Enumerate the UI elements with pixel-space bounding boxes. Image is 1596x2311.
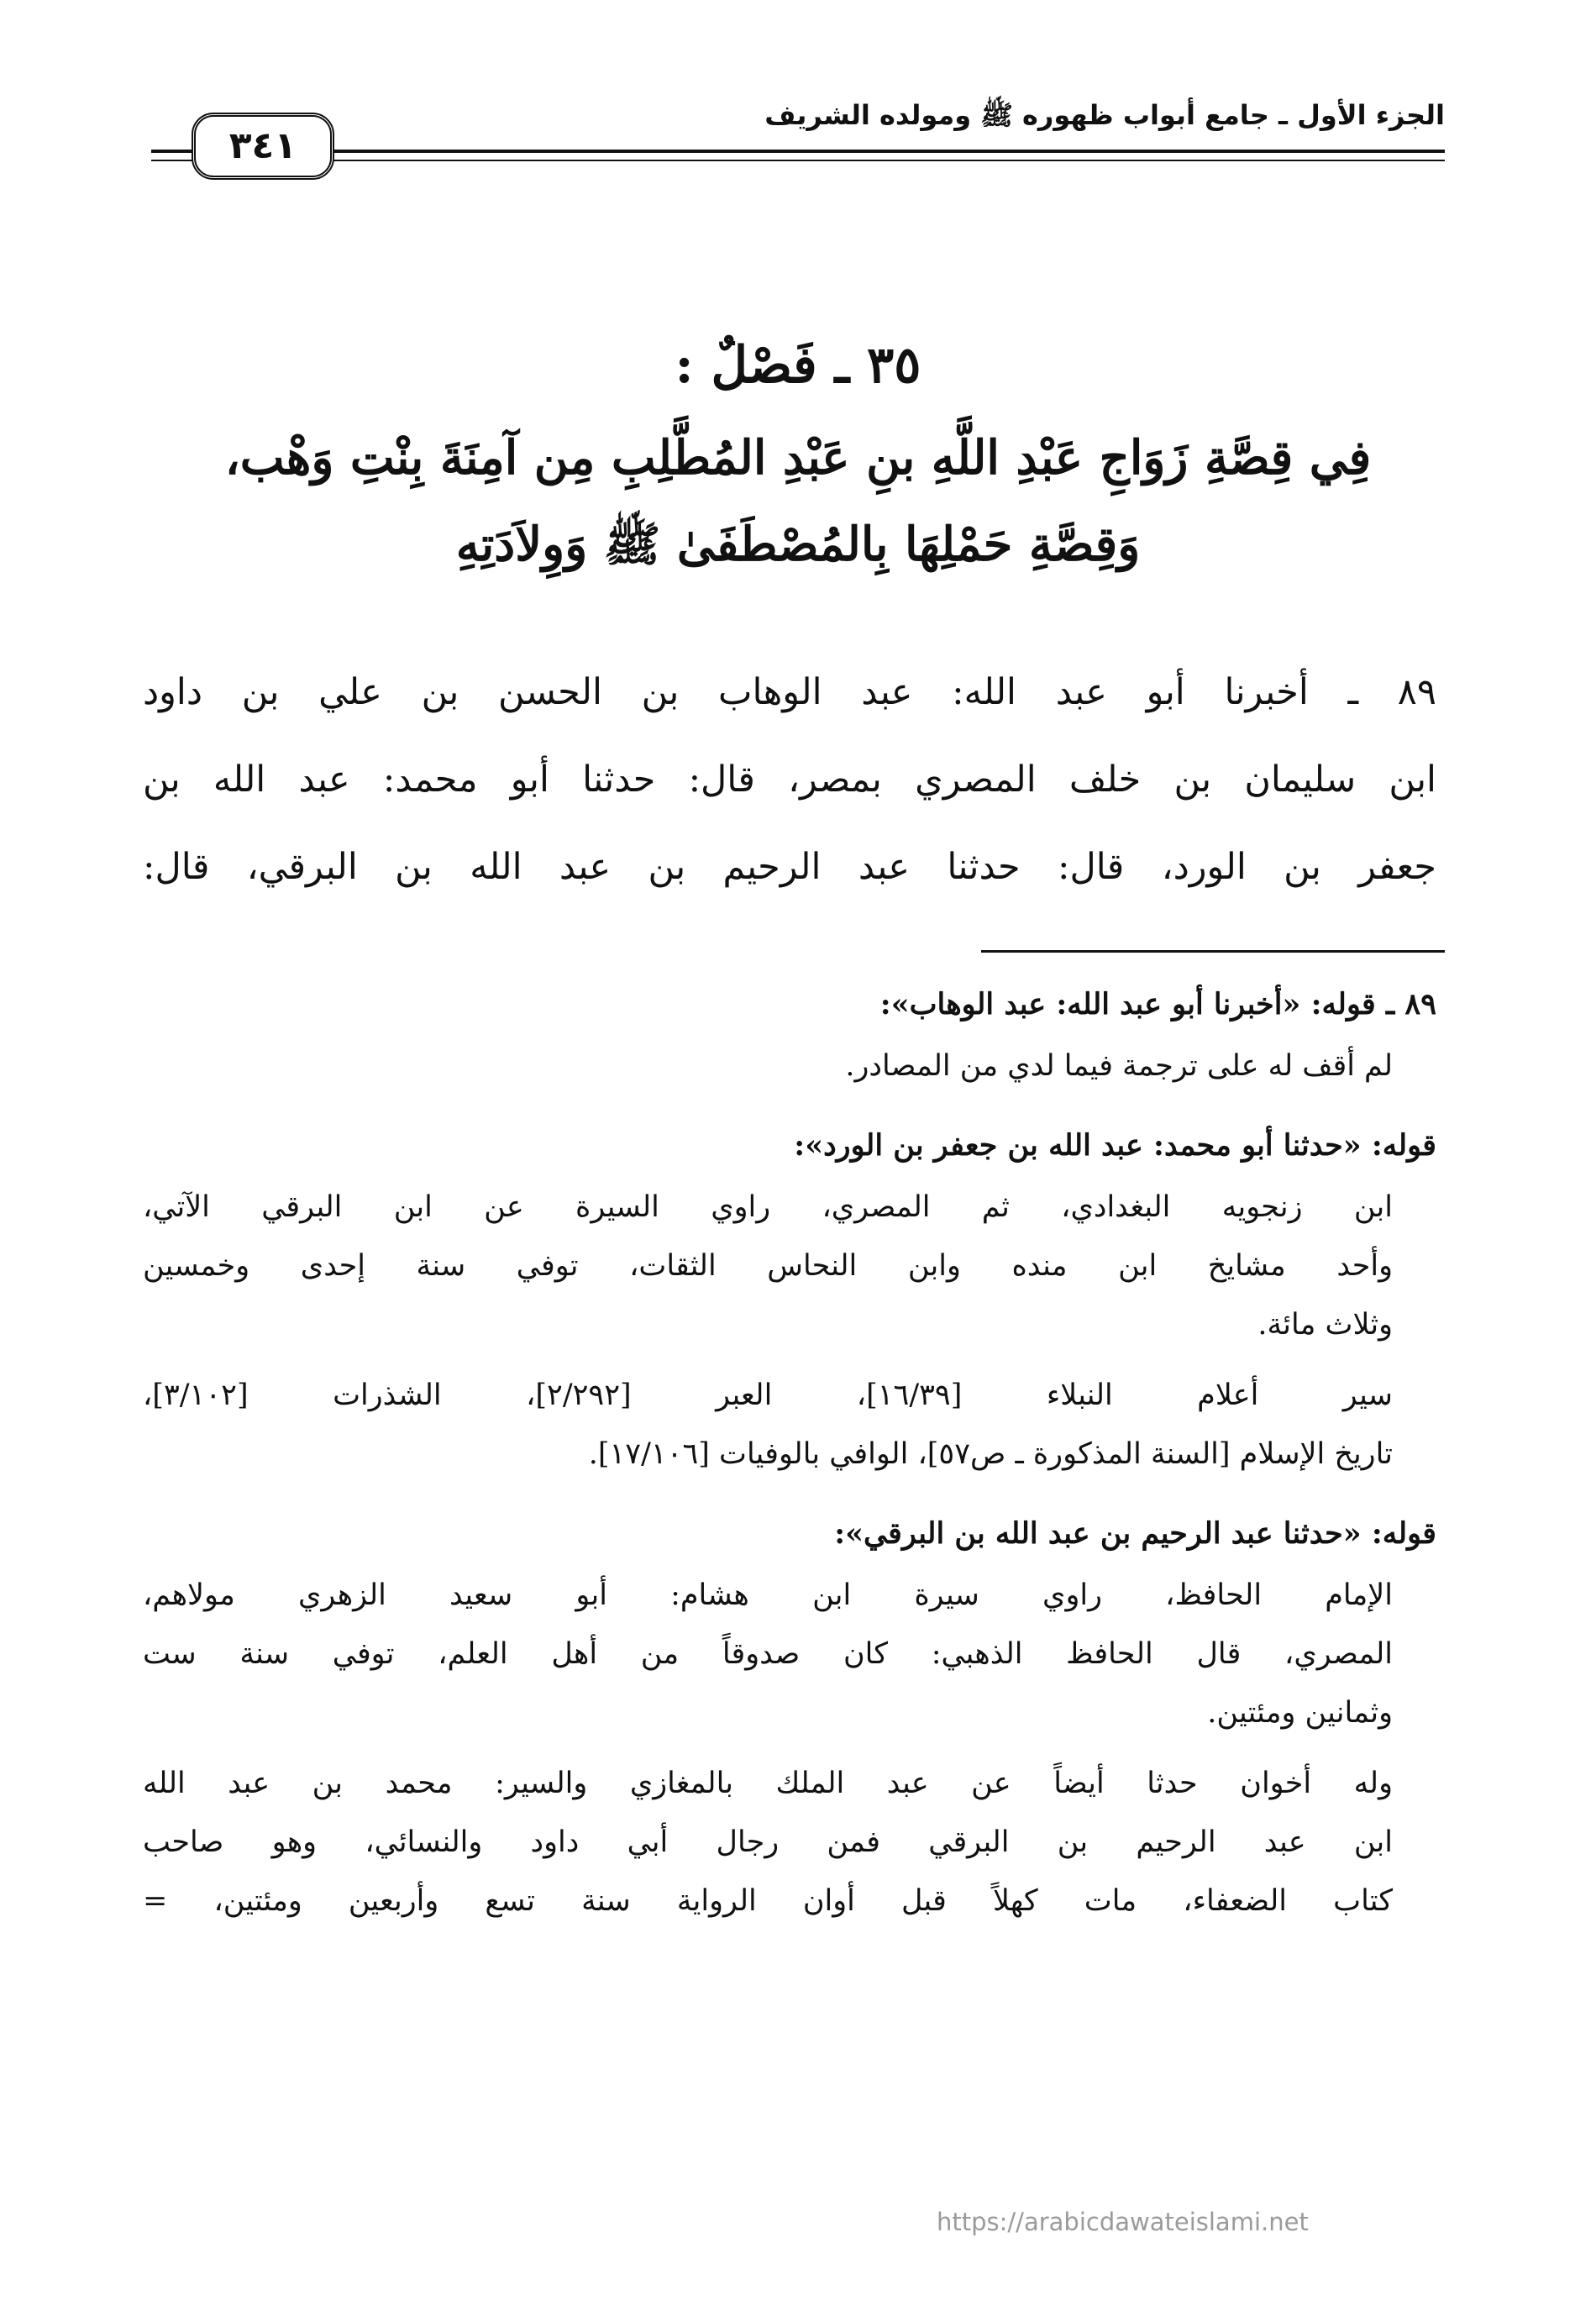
footnote-heading: ٨٩ ـ قوله: «أخبرنا أبو عبد الله: عبد الوهاب»: xyxy=(879,987,1436,1022)
footnote-line: وأحد مشايخ ابن منده وابن النحاس الثقات، توفي سنة إحدى وخمسين xyxy=(143,1249,1393,1283)
chapter-number: ٣٥ ـ فَصْلٌ : xyxy=(675,336,921,395)
footnote-line: الإمام الحافظ، راوي سيرة ابن هشام: أبو سعيد الزهري مولاهم، xyxy=(143,1578,1393,1612)
footnote-paragraph xyxy=(143,1566,1436,1742)
chapter-title-line-1: فِي قِصَّةِ زَوَاجِ عَبْدِ اللَّهِ بنِ عَبْدِ المُطَّلِبِ مِن آمِنَةَ بِنْتِ وَهْب، xyxy=(224,430,1372,486)
footnote-paragraph xyxy=(143,1178,1436,1354)
footnote-line: سير أعلام النبلاء [١٦/٣٩]، العبر [٢/٢٩٢]، الشذرات [٣/١٠٢]، xyxy=(143,1379,1393,1412)
watermark-url: https://arabicdawateislami.net xyxy=(937,2208,1309,2236)
chapter-title-line-2: وَقِصَّةِ حَمْلِهَا بِالمُصْطَفَىٰ ﷺ وَوِلاَدَتِهِ xyxy=(455,517,1141,572)
footnote-line: كتاب الضعفاء، مات كهلاً قبل أوان الرواية سنة تسع وأربعين ومئتين، = xyxy=(143,1884,1393,1918)
footnote xyxy=(143,1114,1436,1484)
footnote xyxy=(143,1502,1436,1930)
footnote-heading: قوله: «حدثنا أبو محمد: عبد الله بن جعفر بن الورد»: xyxy=(794,1128,1436,1163)
footnote-heading: قوله: «حدثنا عبد الرحيم بن عبد الله بن البرقي»: xyxy=(834,1516,1436,1551)
main-text-line: ٨٩ ـ أخبرنا أبو عبد الله: عبد الوهاب بن الحسن بن علي بن داود xyxy=(143,671,1436,713)
footnote-line: وثلاث مائة. xyxy=(1257,1308,1393,1342)
header-rule-thick xyxy=(151,150,1445,153)
page-number: ٣٤١ xyxy=(192,113,334,180)
footnote-line: وله أخوان حدثا أيضاً عن عبد الملك بالمغازي والسير: محمد بن عبد الله xyxy=(143,1767,1393,1800)
footnote-paragraph xyxy=(143,1754,1436,1930)
footnote-paragraph xyxy=(143,1366,1436,1484)
footnote-line: المصري، قال الحافظ الذهبي: كان صدوقاً من أهل العلم، توفي سنة ست xyxy=(143,1637,1393,1671)
footnote-line: ابن زنجويه البغدادي، ثم المصري، راوي السيرة عن ابن البرقي الآتي، xyxy=(143,1190,1393,1224)
main-text-line: ابن سليمان بن خلف المصري بمصر، قال: حدثنا أبو محمد: عبد الله بن xyxy=(143,759,1436,801)
footnote-separator xyxy=(981,950,1445,953)
footnote xyxy=(143,973,1436,1095)
footnote-line: تاريخ الإسلام [السنة المذكورة ـ ص٥٧]، الوافي بالوفيات [١٧/١٠٦]. xyxy=(588,1437,1393,1471)
footnotes xyxy=(143,973,1436,1949)
main-text-line: جعفر بن الورد، قال: حدثنا عبد الرحيم بن عبد الله بن البرقي، قال: xyxy=(143,846,1436,888)
running-header-title: الجزء الأول ـ جامع أبواب ظهوره ﷺ ومولده الشريف xyxy=(764,99,1445,131)
footnote-paragraph xyxy=(143,1037,1436,1095)
main-text xyxy=(143,649,1436,911)
header-rule-thin xyxy=(151,160,1445,161)
footnote-line: وثمانين ومئتين. xyxy=(1207,1696,1393,1730)
footnote-line: ابن عبد الرحيم بن البرقي فمن رجال أبي داود والنسائي، وهو صاحب xyxy=(143,1825,1393,1859)
footnote-line: لم أقف له على ترجمة فيما لدي من المصادر. xyxy=(845,1049,1393,1083)
